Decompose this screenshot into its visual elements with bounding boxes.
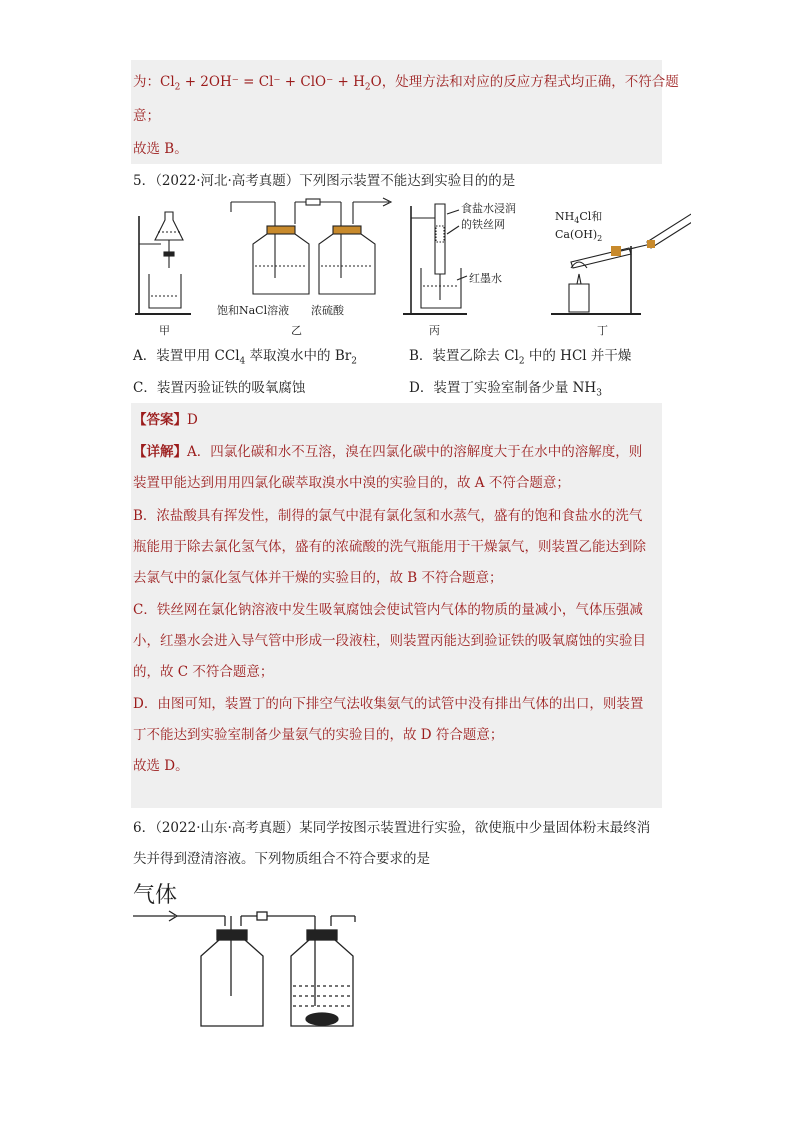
q6-stem-line-1: 6．（2022·山东·高考真题）某同学按图示装置进行实验，欲使瓶中少量固体粉末最终消 (133, 820, 651, 836)
q5-option-b: B．装置乙除去 $Cl_2$ 中的 HCl 并干燥 (409, 348, 632, 367)
q6-stem-line-2: 失并得到澄清溶液。下列物质组合不符合要求的是 (133, 851, 430, 867)
prev-answer-line-1: 为：$Cl_2 + 2OH^- = Cl^- + ClO^- + H_2O$，处理方法和对应的反应方程式均正确，不符合题 (133, 74, 679, 93)
q5-apparatus-figure (131, 196, 691, 342)
label-nacl: 饱和NaCl溶液 (217, 304, 290, 317)
apparatus-jia (135, 212, 191, 314)
label-iron-net-2: 的铁丝网 (461, 218, 505, 231)
q5-option-a: A．装置甲用 CCl$_4$ 萃取溴水中的 $Br_2$ (133, 348, 357, 367)
label-red-ink: 红墨水 (469, 272, 502, 285)
apparatus-yi (231, 198, 391, 294)
label-jia: 甲 (159, 324, 170, 337)
q5-answer: 【答案】D (133, 412, 198, 428)
q5-detail-line-3: B．浓盐酸具有挥发性，制得的氯气中混有氯化氢和水蒸气，盛有的饱和食盐水的洗气 (133, 508, 643, 524)
label-iron-net-1: 食盐水浸润 (461, 202, 516, 215)
q5-detail-line-2: 装置甲能达到用用四氯化碳萃取溴水中溴的实验目的，故 A 不符合题意； (133, 475, 570, 491)
label-caoh: $Ca(OH)_2$ (555, 228, 603, 243)
q5-detail-line-9: D．由图可知，装置丁的向下排空气法收集氨气的试管中没有排出气体的出口，则装置 (133, 696, 644, 712)
label-bing: 丙 (429, 324, 440, 337)
label-h2so4: 浓硫酸 (311, 304, 344, 317)
prev-answer-line-3: 故选 B。 (133, 141, 188, 157)
q5-detail-line-5: 去氯气中的氯化氢气体并干燥的实验目的，故 B 不符合题意； (133, 570, 503, 586)
q5-detail-line-8: 的，故 C 不符合题意； (133, 664, 274, 680)
q5-detail-line-10: 丁不能达到实验室制备少量氨气的实验目的，故 D 符合题意； (133, 727, 504, 743)
q5-option-c: C．装置丙验证铁的吸氧腐蚀 (133, 380, 306, 396)
gas-label: 气体 (133, 883, 178, 908)
q5-detail-line-6: C．铁丝网在氯化钠溶液中发生吸氧腐蚀会使试管内气体的物质的量减小，气体压强减 (133, 602, 643, 618)
q5-stem: 5．（2022·河北·高考真题）下列图示装置不能达到实验目的的是 (133, 173, 516, 189)
q5-detail-line-4: 瓶能用于除去氯化氢气体，盛有的浓硫酸的洗气瓶能用于干燥氯气，则装置乙能达到除 (133, 539, 646, 555)
apparatus-bing (403, 204, 467, 314)
label-nh4cl: $NH_4Cl$和 (555, 210, 603, 225)
label-yi: 乙 (291, 324, 302, 337)
prev-answer-line-2: 意； (133, 108, 160, 124)
q6-apparatus-figure (131, 876, 371, 1036)
q5-conclusion: 故选 D。 (133, 758, 189, 774)
q5-detail-line-7: 小，红墨水会进入导气管中形成一段液柱，则装置丙能达到验证铁的吸氧腐蚀的实验目 (133, 633, 646, 649)
q5-option-d: D．装置丁实验室制备少量 $NH_3$ (409, 380, 602, 399)
label-ding: 丁 (597, 324, 608, 337)
q5-detail-line-1: 【详解】A．四氯化碳和水不互溶，溴在四氯化碳中的溶解度大于在水中的溶解度，则 (133, 444, 643, 460)
